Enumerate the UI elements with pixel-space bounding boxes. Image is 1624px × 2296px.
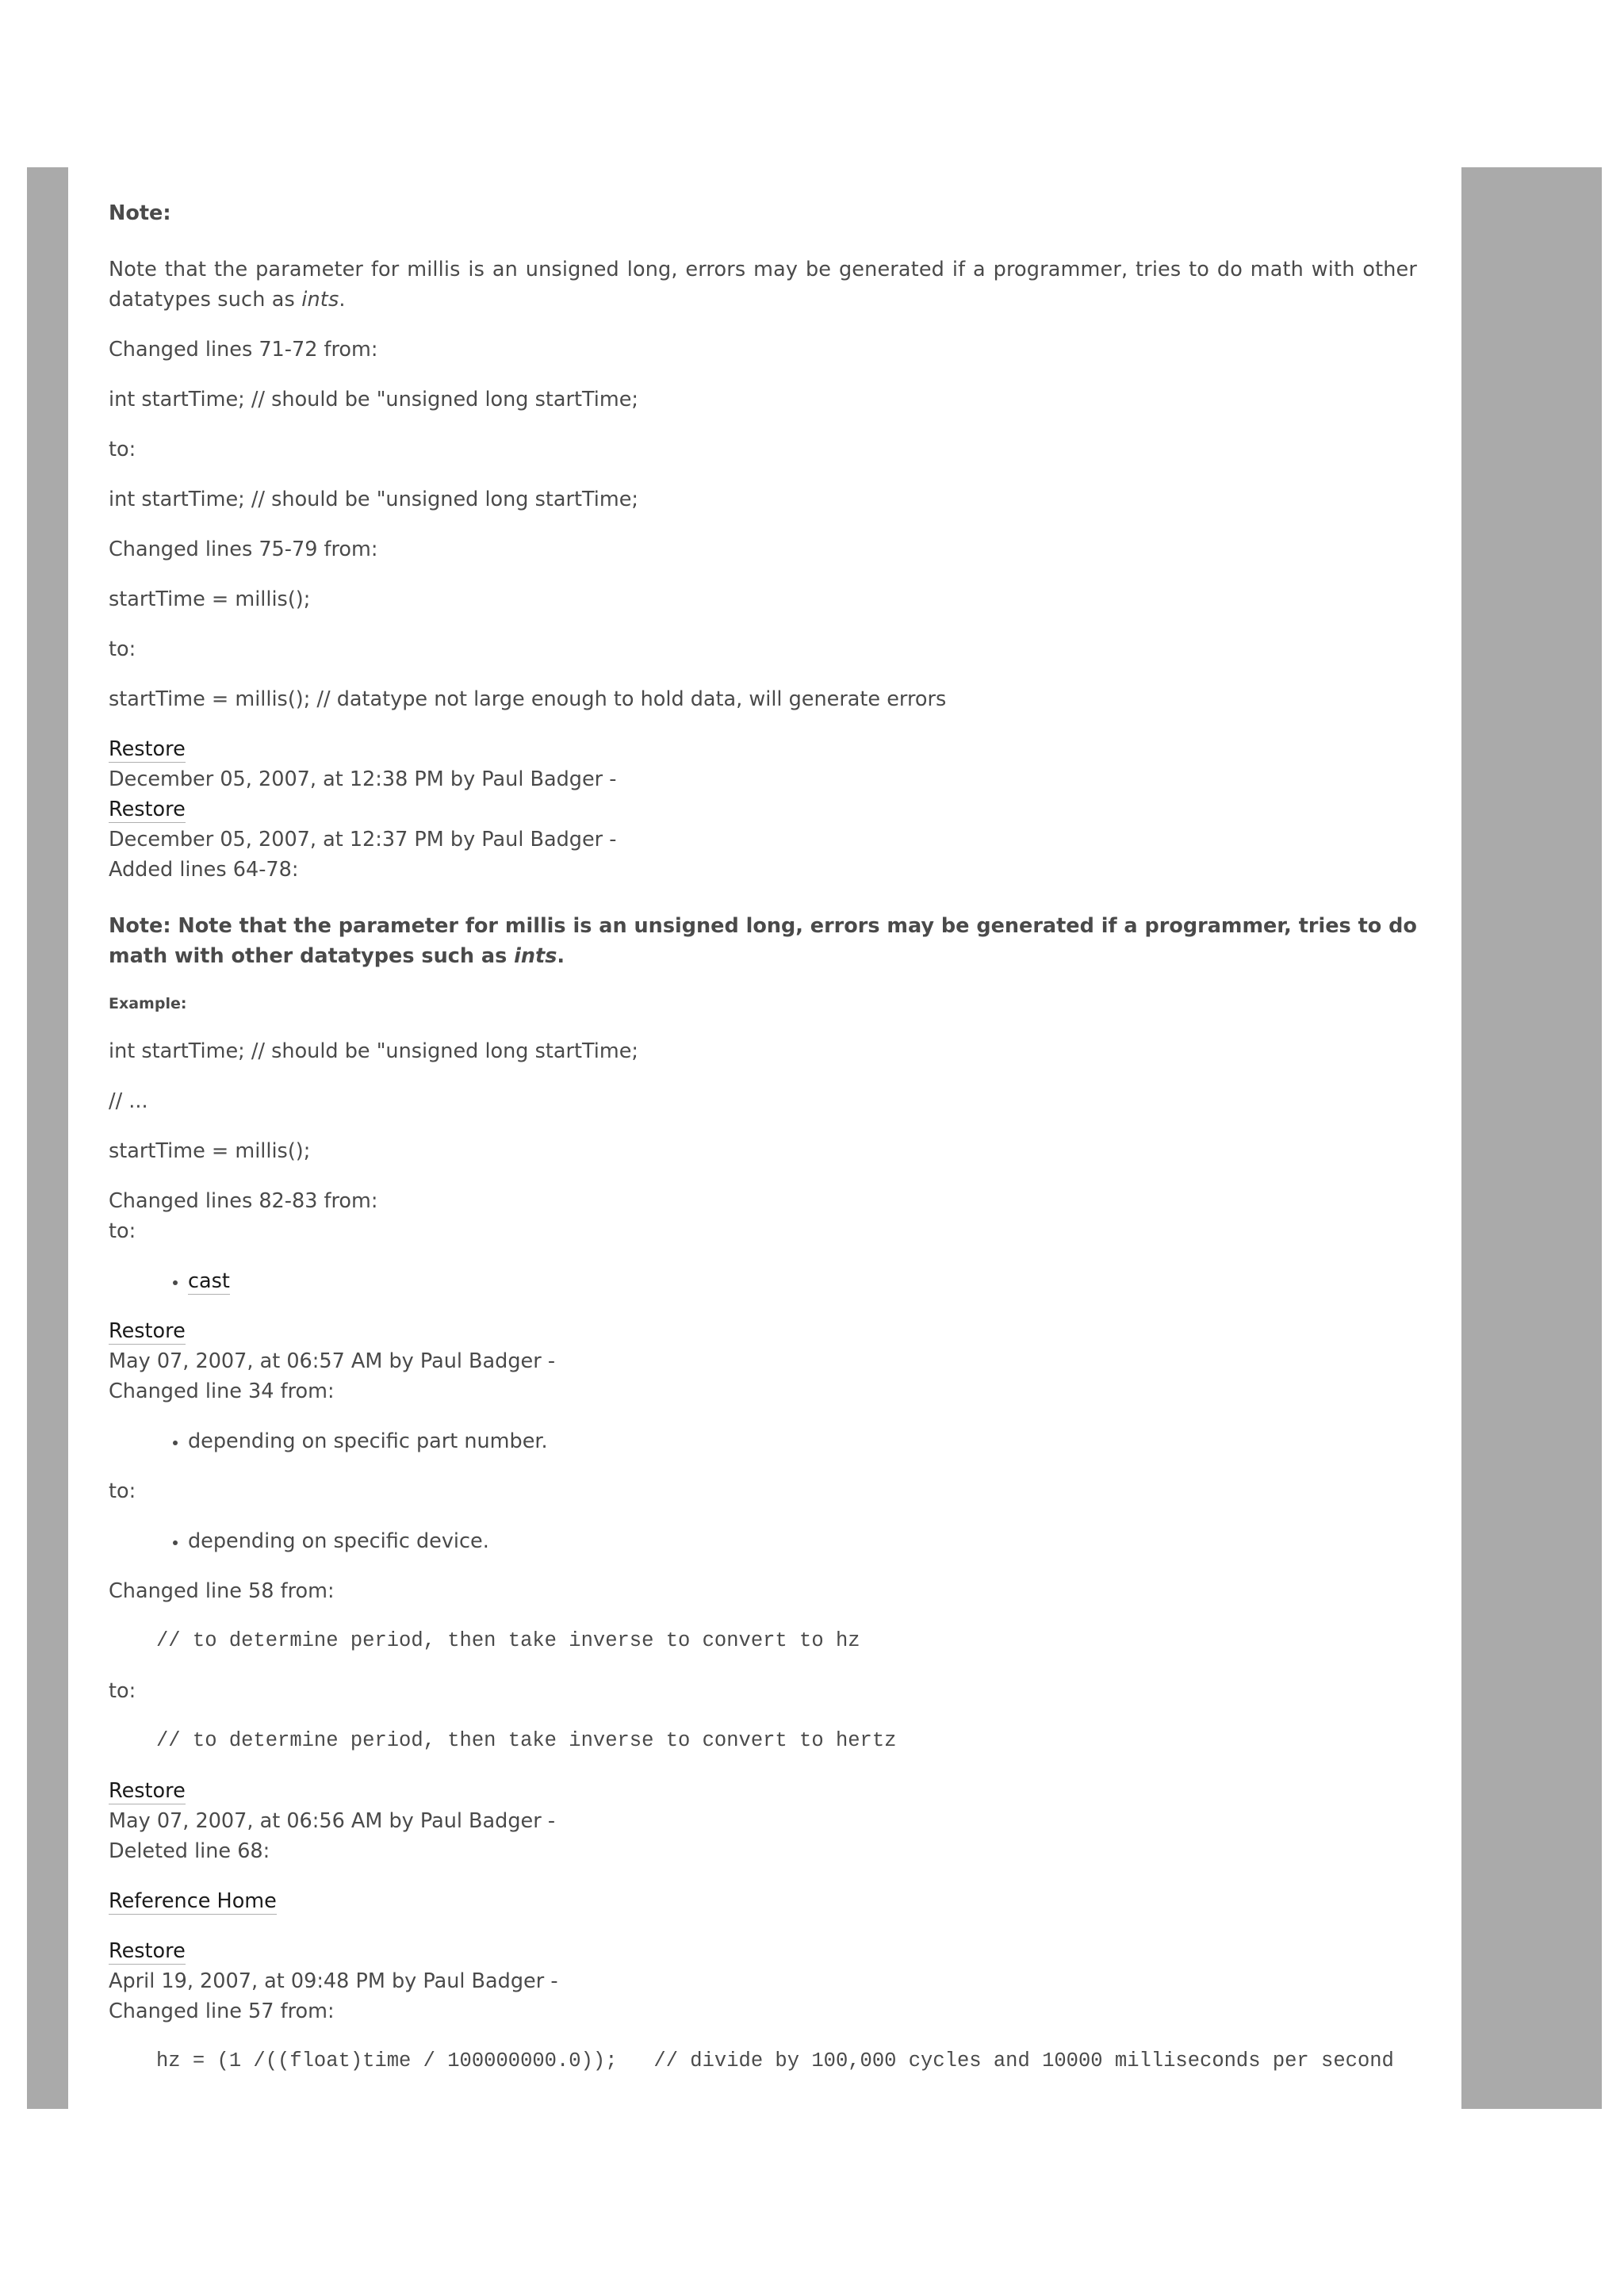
example-label: Example: [109, 995, 187, 1012]
note-paragraph: Note that the parameter for millis is an unsigned long, errors may be generated if a programmer, tries to do math with other datatypes such as ints. [109, 258, 1417, 312]
bold-note-paragraph: Note: Note that the parameter for millis is an unsigned long, errors may be generated if a programmer, tries to do math with other datatypes such as ints. [109, 914, 1417, 968]
change-header: Changed lines 71-72 from: [109, 338, 378, 362]
diff-from-line: startTime = millis(); [109, 587, 311, 611]
code-from: hz = (1 /((float)time / 100000000.0)); // divide by 100,000 cycles and 10000 milliseconds per second [156, 2049, 1394, 2072]
revision-restore [109, 1776, 1417, 1806]
change-header: Changed lines 75-79 from: [109, 538, 378, 561]
list-item: • depending on specific part number. [188, 1426, 1417, 1456]
diff-to-label: to: [109, 637, 136, 661]
diff-to-label: to: [109, 1479, 136, 1503]
list-item [188, 1266, 1417, 1296]
note-heading: Note: [109, 201, 171, 225]
diff-to-line: int startTime; // should be "unsigned long startTime; [109, 488, 638, 511]
diff-to-label: to: [109, 438, 136, 461]
code-to: // to determine period, then take inverse to convert to hertz [156, 1729, 897, 1752]
change-header: Changed line 58 from: [109, 1579, 335, 1603]
cast-link[interactable]: cast [188, 1269, 230, 1293]
revision-meta: May 07, 2007, at 06:57 AM by Paul Badger - [109, 1349, 556, 1373]
revision-restore [109, 734, 1417, 764]
revision-meta: April 19, 2007, at 09:48 PM by Paul Badger - [109, 1969, 558, 1993]
code-from: // to determine period, then take inverse to convert to hz [156, 1629, 860, 1652]
example-line: int startTime; // should be "unsigned long startTime; [109, 1039, 638, 1063]
restore-link[interactable]: Restore [109, 1779, 186, 1803]
revision-meta: May 07, 2007, at 06:56 AM by Paul Badger - [109, 1809, 556, 1833]
diff-to-line: startTime = millis(); // datatype not large enough to hold data, will generate errors [109, 687, 947, 711]
restore-link[interactable]: Restore [109, 737, 186, 761]
diff-from-list [109, 1426, 1417, 1456]
revision-meta: December 05, 2007, at 12:38 PM by Paul Badger - [109, 767, 617, 791]
change-header: Changed lines 82-83 from: [109, 1189, 378, 1213]
revision-restore [109, 1316, 1417, 1346]
diff-to-list [109, 1266, 1417, 1296]
diff-to-list [109, 1526, 1417, 1556]
left-margin-bar [27, 167, 68, 2109]
change-header: Changed line 34 from: [109, 1380, 335, 1403]
restore-link[interactable]: Restore [109, 798, 186, 821]
diff-from-line: int startTime; // should be "unsigned long startTime; [109, 388, 638, 411]
page-history-content [109, 198, 1417, 2096]
right-margin-bar [1461, 167, 1602, 2109]
restore-link[interactable]: Restore [109, 1939, 186, 1963]
revision-restore [109, 794, 1417, 825]
revision-meta: December 05, 2007, at 12:37 PM by Paul Badger - [109, 828, 617, 851]
example-line: startTime = millis(); [109, 1139, 311, 1163]
list-item: • depending on specific device. [188, 1526, 1417, 1556]
change-header: Deleted line 68: [109, 1839, 270, 1863]
example-line: // ... [109, 1089, 148, 1113]
change-header: Changed line 57 from: [109, 1999, 335, 2023]
change-header: Added lines 64-78: [109, 858, 299, 882]
diff-to-label: to: [109, 1679, 136, 1703]
diff-to-label: to: [109, 1219, 136, 1243]
revision-restore [109, 1936, 1417, 1966]
restore-link[interactable]: Restore [109, 1319, 186, 1343]
reference-home-row [109, 1886, 1417, 1916]
reference-home-link[interactable]: Reference Home [109, 1889, 277, 1913]
